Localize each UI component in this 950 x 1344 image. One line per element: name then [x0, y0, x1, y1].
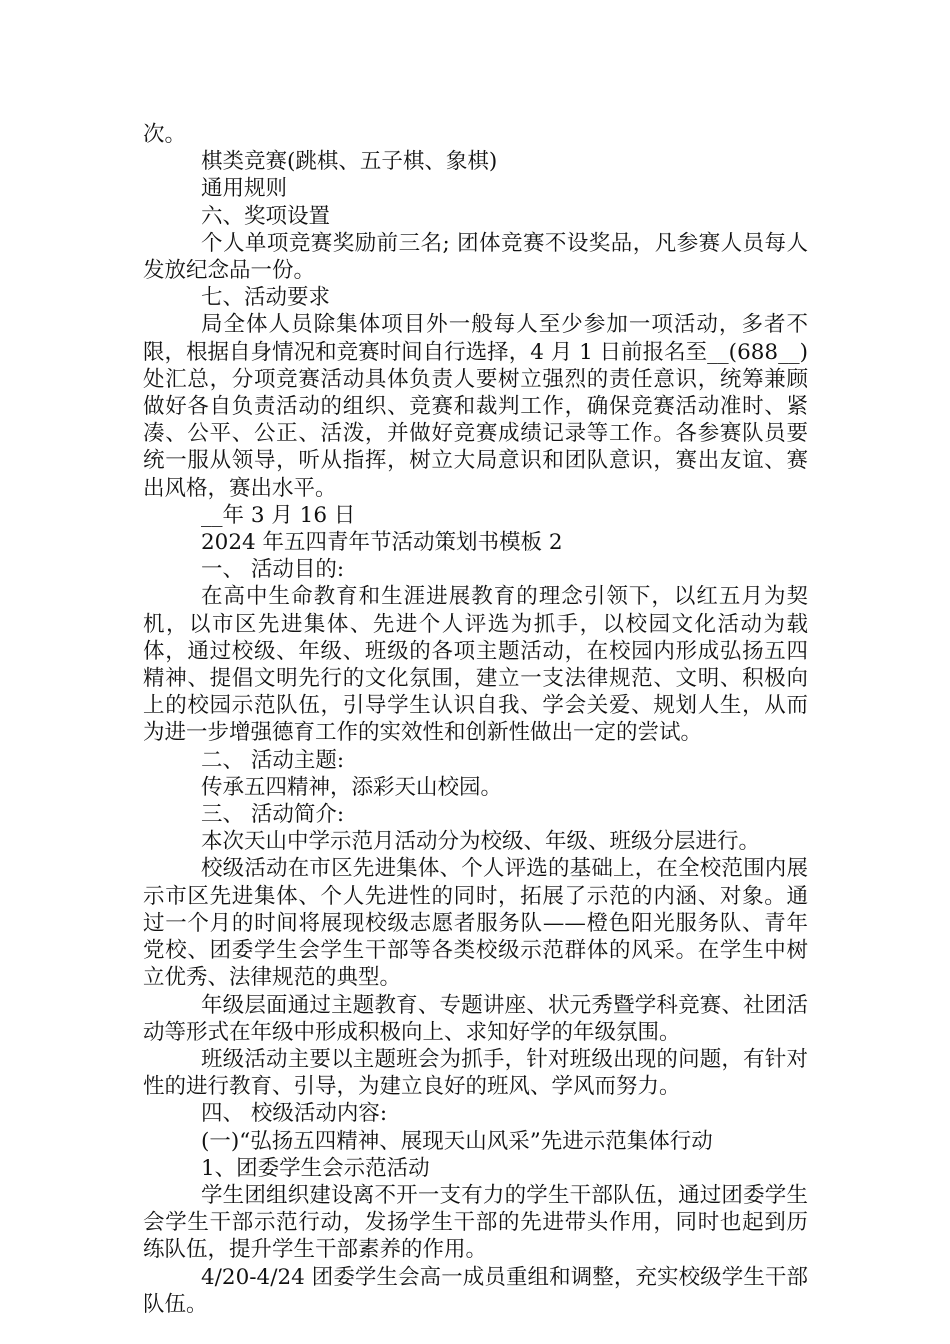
- paragraph: 年级层面通过主题教育、专题讲座、状元秀暨学科竞赛、社团活动等形式在年级中形成积极向上、求知好学的年级氛围。: [143, 992, 808, 1045]
- section-heading: 二、 活动主题:: [201, 747, 345, 773]
- paragraph: 校级活动在市区先进集体、个人评选的基础上，在全校范围内展示市区先进集体、个人先进性的同时，拓展了示范的内涵、对象。通过一个月的时间将展现校级志愿者服务队——橙色阳光服务队、青年党校、团委学生会学生干部等各类校级示范群体的风采。在学生中树立优秀、法律规范的典型。: [143, 856, 808, 991]
- section-heading: 七、活动要求: [201, 285, 331, 311]
- date-line: __年 3 月 16 日: [201, 502, 356, 528]
- section-heading: 一、 活动目的:: [201, 557, 345, 583]
- paragraph: 传承五四精神，添彩天山校园。: [201, 774, 503, 800]
- document-title: 2024 年五四青年节活动策划书模板 2: [201, 530, 563, 556]
- section-heading: 三、 活动简介:: [201, 802, 345, 828]
- paragraph: 棋类竞赛(跳棋、五子棋、象棋): [201, 149, 498, 175]
- subsection-heading: 1、团委学生会示范活动: [201, 1155, 430, 1181]
- paragraph: 本次天山中学示范月活动分为校级、年级、班级分层进行。: [201, 829, 761, 855]
- subsection-heading: (一)“弘扬五四精神、展现天山风采”先进示范集体行动: [201, 1128, 713, 1154]
- paragraph: 通用规则: [201, 176, 288, 202]
- paragraph: 个人单项竞赛奖励前三名; 团体竞赛不设奖品，凡参赛人员每人发放纪念品一份。: [143, 230, 808, 284]
- paragraph: 学生团组织建设离不开一支有力的学生干部队伍，通过团委学生会学生干部示范行动，发扬学生干部的先进带头作用，同时也起到历练队伍，提升学生干部素养的作用。: [143, 1182, 808, 1263]
- paragraph: 次。: [143, 122, 187, 147]
- paragraph: 班级活动主要以主题班会为抓手，针对班级出现的问题，有针对性的进行教育、引导，为建立良好的班风、学风而努力。: [143, 1046, 808, 1100]
- paragraph: 4/20-4/24 团委学生会高一成员重组和调整，充实校级学生干部队伍。: [143, 1264, 808, 1317]
- document-page: [143, 121, 808, 1318]
- section-heading: 四、 校级活动内容:: [201, 1101, 388, 1127]
- paragraph: 局全体人员除集体项目外一般每人至少参加一项活动，多者不限，根据自身情况和竞赛时间自行选择，4 月 1 日前报名至__(688__)处汇总，分项竞赛活动具体负责人要树立强烈的责任意识，统筹兼顾做好各自负责活动的组织、竞赛和裁判工作，确保竞赛活动准时、紧凑、公平、公正、活泼，并做好竞赛成绩记录等工作。各参赛队员要统一服从领导，听从指挥，树立大局意识和团队意识，赛出友谊、赛出风格，赛出水平。: [143, 312, 808, 501]
- paragraph: 在高中生命教育和生涯进展教育的理念引领下，以红五月为契机，以市区先进集体、先进个人评选为抓手，以校园文化活动为载体，通过校级、年级、班级的各项主题活动，在校园内形成弘扬五四精神、提倡文明先行的文化氛围，建立一支法律规范、文明、积极向上的校园示范队伍，引导学生认识自我、学会关爱、规划人生，从而为进一步增强德育工作的实效性和创新性做出一定的尝试。: [143, 584, 808, 746]
- section-heading: 六、奖项设置: [201, 203, 331, 229]
